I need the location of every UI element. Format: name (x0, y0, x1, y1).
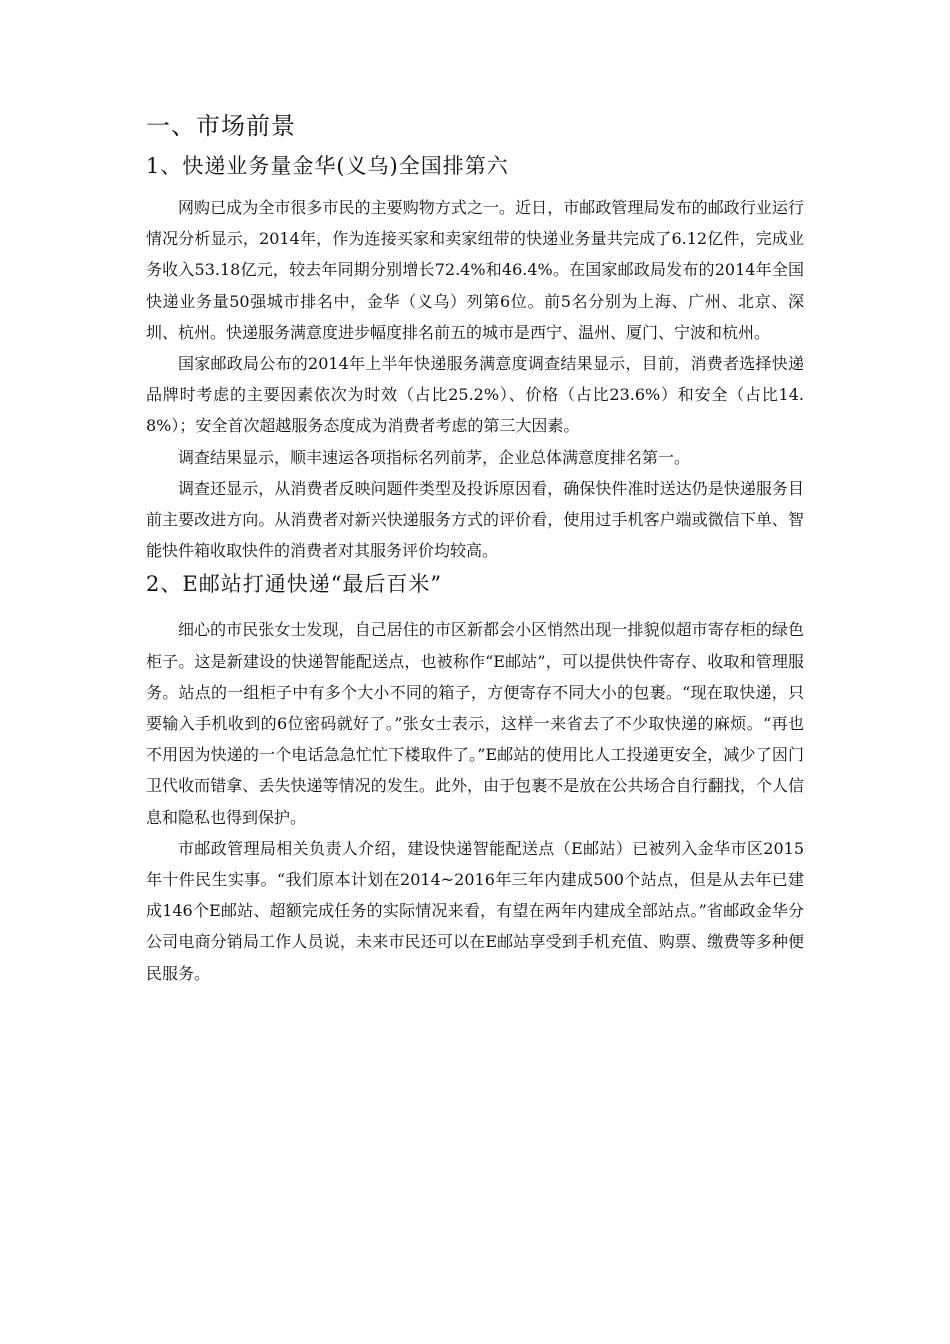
subsection-heading-1: 1、快递业务量金华(义乌)全国排第六 (146, 154, 509, 178)
paragraph: 调查结果显示，顺丰速运各项指标名列前茅，企业总体满意度排名第一。 (178, 447, 691, 467)
paragraph: 市邮政管理局相关负责人介绍，建设快递智能配送点（E邮站）已被列入金华市区2015年十件民生实事。“我们原本计划在2014~2016年三年内建成500个站点，但是从去年已建成146个E邮站、超额完成任务的实际情况来看，有望在两年内建成全部站点。”省邮政金华分公司电商分销局工作人员说，未来市民还可以在E邮站享受到手机充值、购票、缴费等多种便民服务。 (146, 838, 804, 983)
section-title: 一、市场前景 (146, 112, 296, 140)
paragraph: 调查还显示，从消费者反映问题件类型及投诉原因看，确保快件准时送达仍是快递服务目前主要改进方向。从消费者对新兴快递服务方式的评价看，使用过手机客户端或微信下单、智能快件箱收取快件的消费者对其服务评价均较高。 (146, 478, 804, 561)
paragraph: 细心的市民张女士发现，自己居住的市区新都会小区悄然出现一排貌似超市寄存柜的绿色柜子。这是新建设的快递智能配送点，也被称作“E邮站”，可以提供快件寄存、收取和管理服务。站点的一组柜子中有多个大小不同的箱子，方便寄存不同大小的包裹。“现在取快递，只要输入手机收到的6位密码就好了。”张女士表示，这样一来省去了不少取快递的麻烦。“再也不用因为快递的一个电话急急忙忙下楼取件了。”E邮站的使用比人工投递更安全，减少了因门卫代收而错拿、丢失快递等情况的发生。此外，由于包裹不是放在公共场合自行翻找，个人信息和隐私也得到保护。 (146, 620, 804, 827)
paragraph: 网购已成为全市很多市民的主要购物方式之一。近日，市邮政管理局发布的邮政行业运行情况分析显示，2014年，作为连接买家和卖家纽带的快递业务量共完成了6.12亿件，完成业务收入53.18亿元，较去年同期分别增长72.4%和46.4%。在国家邮政局发布的2014年全国快递业务量50强城市排名中，金华（义乌）列第6位。前5名分别为上海、广州、北京、深圳、杭州。快递服务满意度进步幅度排名前五的城市是西宁、温州、厦门、宁波和杭州。 (146, 198, 804, 342)
paragraph: 国家邮政局公布的2014年上半年快递服务满意度调查结果显示，目前，消费者选择快递品牌时考虑的主要因素依次为时效（占比25.2%）、价格（占比23.6%）和安全（占比14.8%）；安全首次超越服务态度成为消费者考虑的第三大因素。 (146, 354, 804, 436)
document-body (146, 108, 804, 989)
subsection-heading-2: 2、E邮站打通快递“最后百米” (146, 572, 443, 597)
